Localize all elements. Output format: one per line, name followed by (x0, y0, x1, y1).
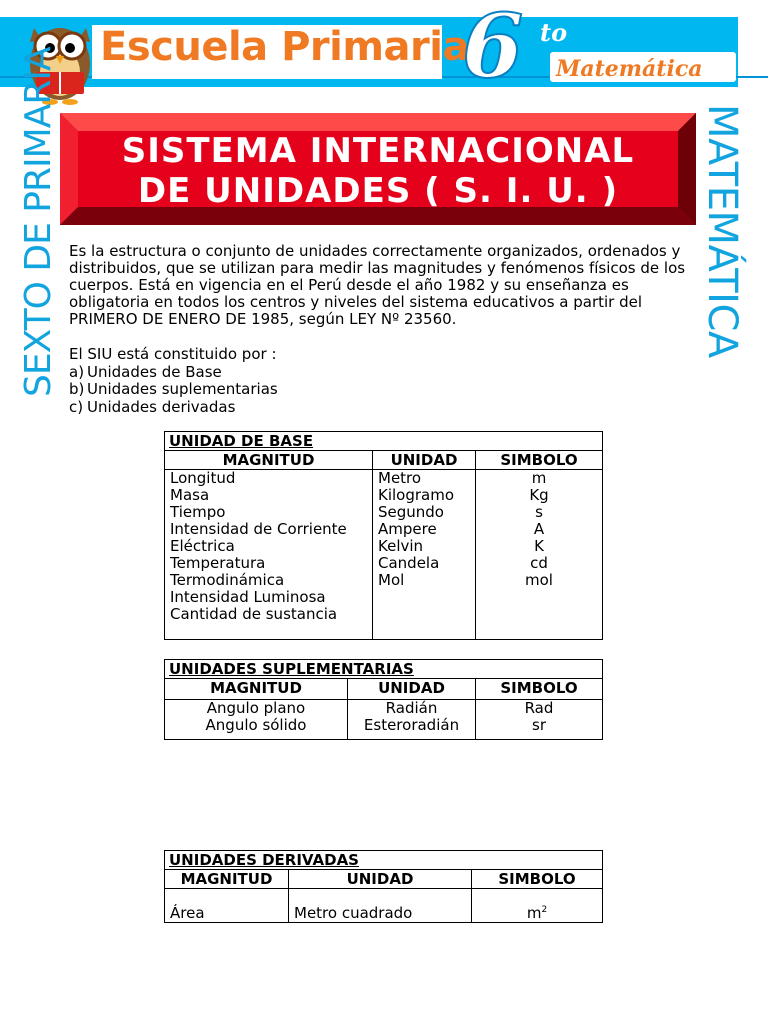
list-item: b) Unidades suplementarias (69, 380, 278, 398)
column-header: SIMBOLO (476, 451, 603, 470)
unidad-cell: Radián Esteroradián (348, 700, 476, 740)
school-name: Escuela Primaria (100, 24, 469, 70)
column-header: MAGNITUD (165, 870, 289, 889)
table-caption: UNIDADES DERIVADAS (165, 851, 603, 870)
magnitud-cell: Longitud Masa Tiempo Intensidad de Corriente Eléctrica Temperatura Termodinámica Intensidad Luminosa Cantidad de sustancia (165, 470, 373, 640)
simbolo-cell: $m^2$ (472, 889, 603, 923)
magnitud-cell: Angulo plano Angulo sólido (165, 700, 348, 740)
title-line-2: DE UNIDADES ( S. I. U. ) (137, 171, 619, 211)
column-header: UNIDAD (373, 451, 476, 470)
table-row (165, 889, 603, 923)
siu-list (69, 346, 278, 416)
column-header: UNIDAD (289, 870, 472, 889)
subject-header: Matemática (556, 56, 703, 82)
column-header: SIMBOLO (472, 870, 603, 889)
column-header: MAGNITUD (165, 451, 373, 470)
grade-suffix: to (540, 18, 568, 47)
simbolo-cell: m Kg s A K cd mol (476, 470, 603, 640)
list-item: a) Unidades de Base (69, 362, 222, 381)
table-caption: UNIDAD DE BASE (165, 432, 603, 451)
simbolo-cell: Rad sr (476, 700, 603, 740)
column-header: MAGNITUD (165, 679, 348, 700)
siu-lead: El SIU está constituido por : (69, 345, 277, 363)
table-caption: UNIDADES SUPLEMENTARIAS (165, 660, 603, 679)
page-title (78, 131, 678, 211)
side-label-right: MATEMÁTICA (699, 104, 745, 358)
intro-paragraph: Es la estructura o conjunto de unidades correctamente organizados, ordenados y distribuidos, que se utilizan para medir las magnitudes y fenómenos físicos de los cuerpos. Está en vigencia en el Perú desde el año 1982 y su enseñanza es obligatoria en todos los centros y niveles del sistema educativos a partir del PRIMERO DE ENERO DE 1985, según LEY Nº 23560. (69, 242, 686, 328)
side-label-left: SEXTO DE PRIMARIA (18, 47, 59, 397)
grade-number: 6 (462, 0, 524, 98)
title-line-1: SISTEMA INTERNACIONAL (121, 131, 635, 171)
column-header: SIMBOLO (476, 679, 603, 700)
supplementary-units-table (164, 659, 603, 740)
unidad-cell: Metro Kilogramo Segundo Ampere Kelvin Candela Mol (373, 470, 476, 640)
base-units-table (164, 431, 603, 640)
derived-units-table (164, 850, 603, 923)
magnitud-cell: Área (165, 889, 289, 923)
column-header: UNIDAD (348, 679, 476, 700)
list-item: c) Unidades derivadas (69, 397, 236, 416)
unidad-cell: Metro cuadrado (289, 889, 472, 923)
